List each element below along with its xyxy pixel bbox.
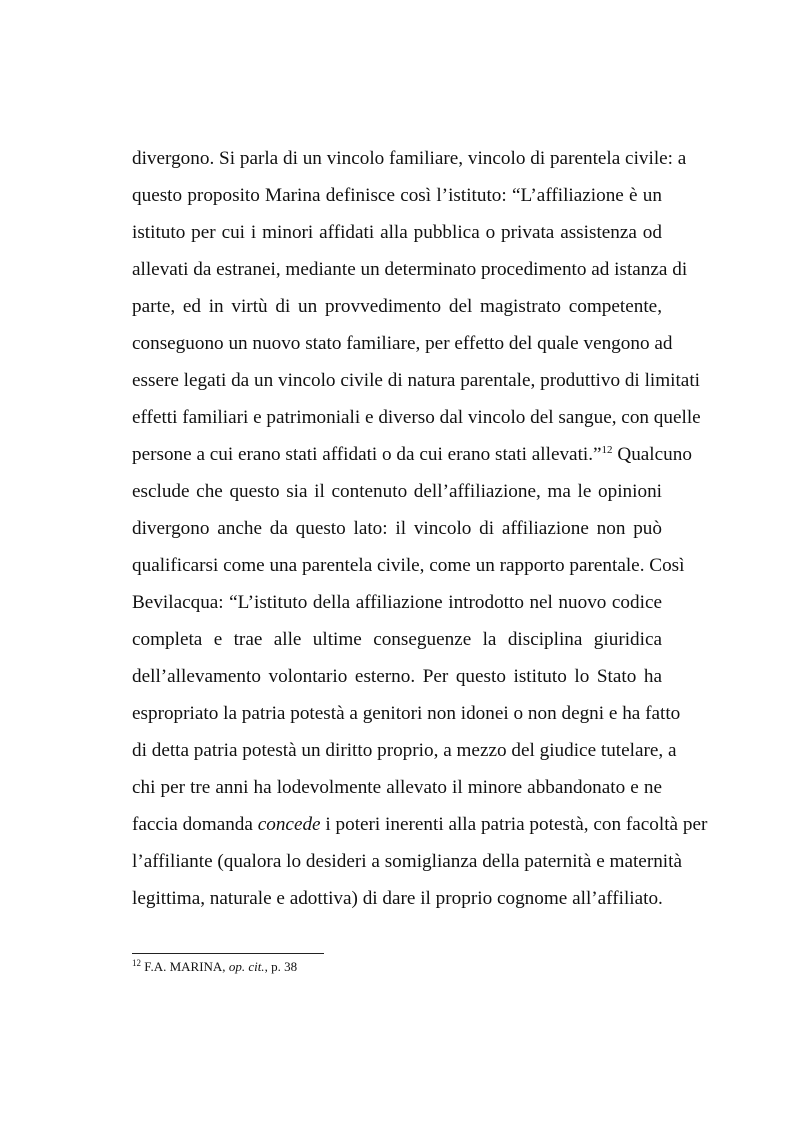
body-line: espropriato la patria potestà a genitori non idonei o non degni e ha fatto (132, 703, 681, 724)
body-line: parte, ed in virtù di un provvedimento del magistrato competente, (132, 296, 662, 317)
footnote-reference[interactable]: 12 (601, 444, 613, 456)
body-line: esclude che questo sia il contenuto dell’affiliazione, ma le opinioni (132, 481, 662, 502)
body-line: effetti familiari e patrimoniali e diverso dal vincolo del sangue, con quelle (132, 407, 701, 428)
body-text (132, 140, 708, 917)
footnote-number: 12 (132, 958, 141, 968)
body-line: essere legati da un vincolo civile di natura parentale, produttivo di limitati (132, 370, 700, 391)
body-line: Bevilacqua: “L’istituto della affiliazione introdotto nel nuovo codice (132, 592, 662, 613)
body-line: divergono anche da questo lato: il vincolo di affiliazione non può (132, 518, 662, 539)
footnote-rest: , p. 38 (264, 959, 298, 974)
body-text-segment: Qualcuno (612, 444, 692, 465)
footnote-italic: op. cit. (228, 959, 265, 974)
body-line: chi per tre anni ha lodevolmente allevato il minore abbandonato e ne (132, 777, 662, 798)
body-line: questo proposito Marina definisce così l’istituto: “L’affiliazione è un (132, 185, 662, 206)
italic-word: concede (257, 814, 321, 835)
body-line-with-footnote-ref (132, 436, 692, 473)
footnote-author: F.A. MARINA, (141, 959, 229, 974)
body-text-segment: i poteri inerenti alla patria potestà, con facoltà per (320, 814, 708, 835)
body-line: istituto per cui i minori affidati alla pubblica o privata assistenza od (132, 222, 662, 243)
footnote-separator (132, 953, 324, 954)
body-line: completa e trae alle ultime conseguenze la disciplina giuridica (132, 629, 662, 650)
body-text-segment: persone a cui erano stati affidati o da cui erano stati allevati.” (132, 444, 602, 465)
body-text-segment: faccia domanda (132, 814, 258, 835)
body-line: divergono. Si parla di un vincolo familiare, vincolo di parentela civile: a (132, 148, 687, 169)
body-line: conseguono un nuovo stato familiare, per effetto del quale vengono ad (132, 333, 673, 354)
body-line: qualificarsi come una parentela civile, come un rapporto parentale. Così (132, 555, 685, 576)
body-line: l’affiliante (qualora lo desideri a somiglianza della paternità e maternità (132, 851, 682, 872)
body-line: dell’allevamento volontario esterno. Per questo istituto lo Stato ha (132, 666, 662, 687)
body-line: allevati da estranei, mediante un determinato procedimento ad istanza di (132, 259, 688, 280)
body-line-with-italic (132, 806, 708, 843)
footnote (132, 958, 297, 976)
body-line: legittima, naturale e adottiva) di dare il proprio cognome all’affiliato. (132, 888, 663, 909)
body-line: di detta patria potestà un diritto proprio, a mezzo del giudice tutelare, a (132, 740, 677, 761)
